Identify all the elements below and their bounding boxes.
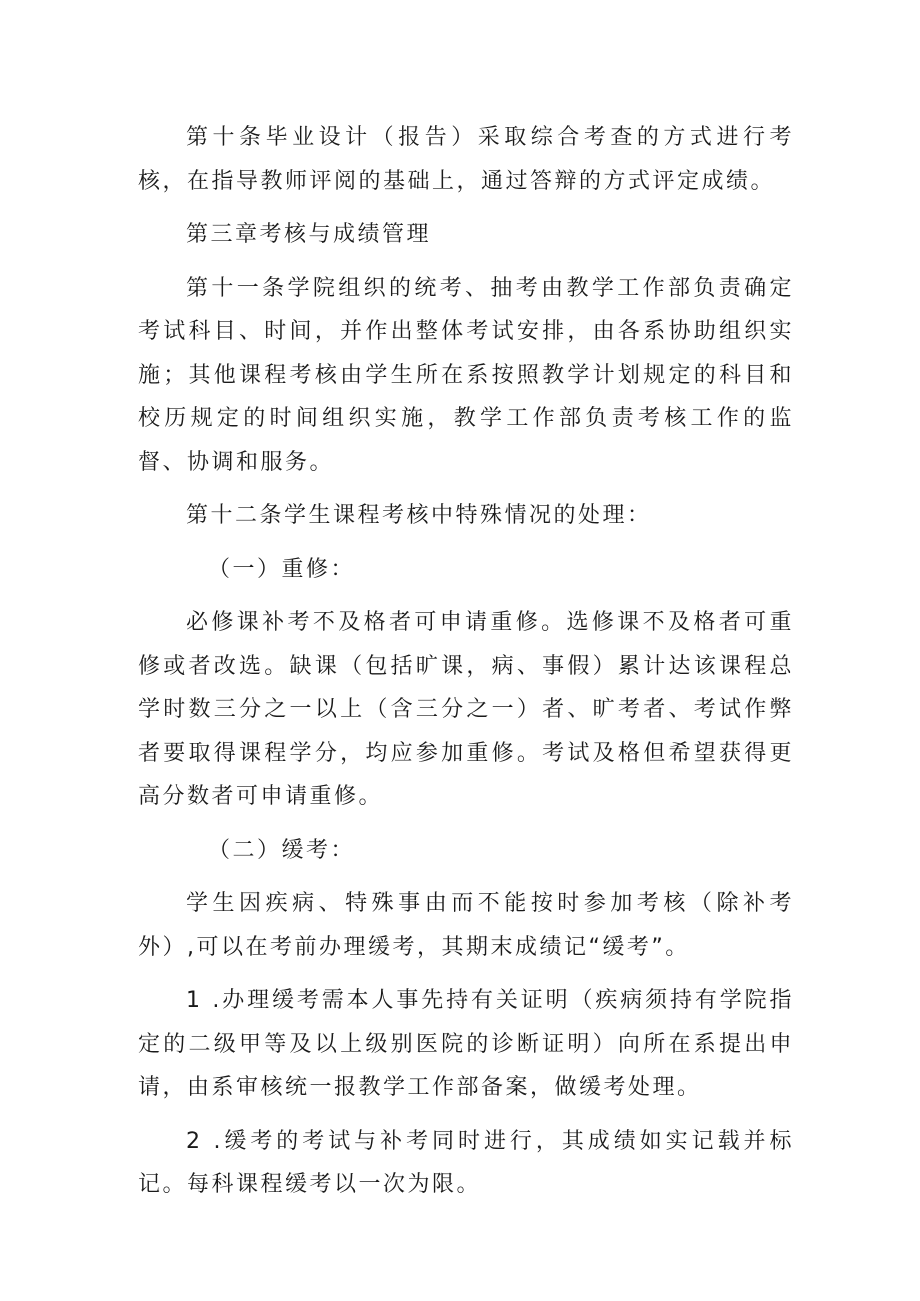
article-12-paragraph: 第十二条学生课程考核中特殊情况的处理： [186,503,652,528]
article-11-paragraph: 第十一条学院组织的统考、抽考由教学工作部负责确定考试科目、时间，并作出整体考试安排，由各系协助组织实施；其他课程考核由学生所在系按照教学计划规定的科目和校历规定的时间组织实施，教学工作部负责考核工作的监督、协调和服务。 [138,275,794,475]
item-1-body-paragraph: 必修课补考不及格者可申请重修。选修课不及格者可重修或者改选。缺课（包括旷课，病、事假）累计达该课程总学时数三分之一以上（含三分之一）者、旷考者、考试作弊者要取得课程学分，均应参加重修。考试及格但希望获得更高分数者可申请重修。 [138,610,794,809]
chapter-3-heading: 第三章考核与成绩管理 [186,222,432,247]
item-1-heading: （一）重修： [208,556,356,582]
item-2-body-paragraph: 学生因疾病、特殊事由而不能按时参加考核（除补考外）,可以在考前办理缓考，其期末成绩记“缓考”。 [138,891,794,960]
item-2-point-1-paragraph: 1 .办理缓考需本人事先持有关证明（疾病须持有学院指定的二级甲等及以上级别医院的诊断证明）向所在系提出申请，由系审核统一报教学工作部备案，做缓考处理。 [138,988,794,1100]
article-10-paragraph: 第十条毕业设计（报告）采取综合考查的方式进行考核，在指导教师评阅的基础上，通过答辩的方式评定成绩。 [138,125,794,194]
document-page [138,116,794,1217]
item-2-heading: （二）缓考： [208,837,356,863]
item-2-point-2-paragraph: 2 .缓考的考试与补考同时进行，其成绩如实记载并标记。每科课程缓考以一次为限。 [138,1128,794,1197]
